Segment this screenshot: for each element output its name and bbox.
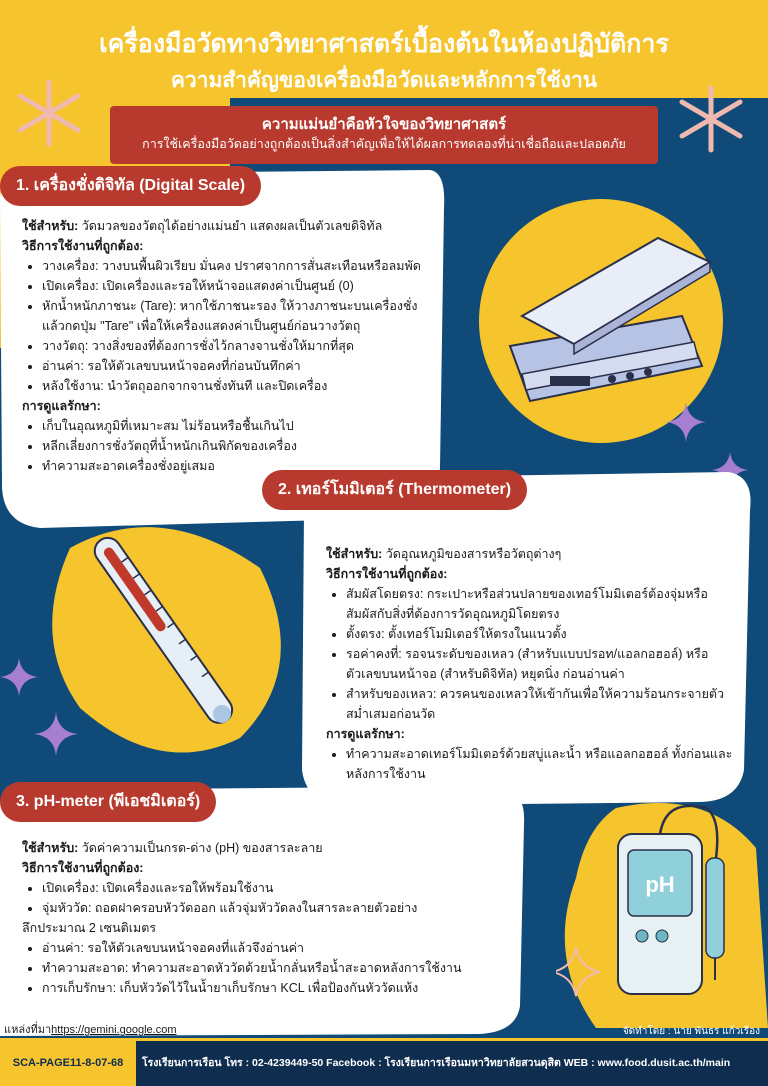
list-item: • เปิดเครื่อง: เปิดเครื่องและรอให้หน้าจอแสดงค่าเป็นศูนย์ (0) [42,276,442,296]
source-line: แหล่งที่มาhttps://gemini.google.com [4,1024,177,1036]
section2-title: 2. เทอร์โมมิเตอร์ (Thermometer) [262,470,527,510]
list-item: • สำหรับของเหลว: ควรคนของเหลวให้เข้ากันเพื่อให้ความร้อนกระจายตัวสม่ำเสมอก่อนวัด [346,684,736,724]
section3-steps-2 [22,938,522,998]
list-item: • หักน้ำหนักภาชนะ (Tare): หากใช้ภาชนะรอง ให้วางภาชนะบนเครื่องชั่ง แล้วกดปุ่ม "Tare" เพื่อให้เครื่องแสดงค่าเป็นศูนย์ก่อนวางวัตถุ [42,296,442,336]
list-item: • รอค่าคงที่: รอจนระดับของเหลว (สำหรับแบบปรอท/แอลกอฮอล์) หรือตัวเลขบนหน้าจอ (สำหรับดิจิทัล) หยุดนิ่ง ก่อนอ่านค่า [346,644,736,684]
section3-method-label: วิธีการใช้งานที่ถูกต้อง: [22,861,144,875]
ph-meter-illustration [556,798,768,1028]
section2-steps [326,584,736,724]
list-item: • อ่านค่า: รอให้ตัวเลขบนหน้าจอคงที่แล้วจึงอ่านค่า [42,938,522,958]
list-item: • ตั้งตรง: ตั้งเทอร์โมมิเตอร์ให้ตรงในแนวตั้ง [346,624,736,644]
list-item: • อ่านค่า: รอให้ตัวเลขบนหน้าจอคงที่ก่อนบันทึกค่า [42,356,442,376]
source-link[interactable]: https://gemini.google.com [51,1024,177,1036]
intro-heading: ความแม่นยำคือหัวใจของวิทยาศาสตร์ [261,116,507,133]
sparkle-icon [666,402,706,442]
list-item: • วางวัตถุ: วางสิ่งของที่ต้องการชั่งไว้กลางจานชั่งให้มากที่สุด [42,336,442,356]
section1-use: ใช้สำหรับ: วัดมวลของวัตถุได้อย่างแม่นยำ แสดงผลเป็นตัวเลขดิจิทัล [22,219,383,233]
list-item: • ทำความสะอาดเทอร์โมมิเตอร์ด้วยสบู่และน้ำ หรือแอลกอฮอล์ ทั้งก่อนและหลังการใช้งาน [346,744,736,784]
sparkle-icon [0,658,38,696]
list-item: • เปิดเครื่อง: เปิดเครื่องและรอให้พร้อมใช้งาน [42,878,522,898]
section2-use: ใช้สำหรับ: วัดอุณหภูมิของสารหรือวัตถุต่างๆ [326,547,562,561]
footer-code: SCA-PAGE11-8-07-68 [0,1041,136,1086]
section3-steps [22,878,522,918]
section1-care-label: การดูแลรักษา: [22,399,101,413]
section1-steps [22,256,442,396]
section1-body [22,216,442,476]
ph-display-label: pH [645,872,675,897]
list-item: • หลีกเลี่ยงการชั่งวัตถุที่น้ำหนักเกินพิกัดของเครื่อง [42,436,442,456]
section3-title: 3. pH-meter (พีเอชมิเตอร์) [0,782,216,822]
footer-info: โรงเรียนการเรือน โทร : 02-4239449-50 Facebook : โรงเรียนการเรือนมหาวิทยาลัยสวนดุสิต WEB : www.food.dusit.ac.th/main [142,1057,731,1069]
section2-care [326,744,736,784]
section2-care-label: การดูแลรักษา: [326,727,405,741]
sparkle-icon [34,712,78,756]
list-item: • วางเครื่อง: วางบนพื้นผิวเรียบ มั่นคง ปราศจากการสั่นสะเทือนหรือลมพัด [42,256,442,276]
section2-method-label: วิธีการใช้งานที่ถูกต้อง: [326,567,448,581]
list-item: • การเก็บรักษา: เก็บหัววัดไว้ในน้ำยาเก็บรักษา KCL เพื่อป้องกันหัววัดแห้ง [42,978,522,998]
section1-title: 1. เครื่องชั่งดิจิทัล (Digital Scale) [0,166,261,206]
section1-care [22,416,442,476]
list-item: • ทำความสะอาดเครื่องชั่งอยู่เสมอ [42,456,442,476]
thermometer-illustration [40,508,300,768]
section3-step-continue: ลึกประมาณ 2 เซนติเมตร [22,921,157,935]
intro-text: การใช้เครื่องมือวัดอย่างถูกต้องเป็นสิ่งสำคัญเพื่อให้ได้ผลการทดลองที่น่าเชื่อถือและปลอดภัย [142,137,626,151]
section3-use: ใช้สำหรับ: วัดค่าความเป็นกรด-ด่าง (pH) ของสารละลาย [22,841,323,855]
list-item: • สัมผัสโดยตรง: กระเปาะหรือส่วนปลายของเทอร์โมมิเตอร์ต้องจุ่มหรือสัมผัสกับสิ่งที่ต้องการวัดอุณหภูมิโดยตรง [346,584,736,624]
section3-body [22,838,522,998]
list-item: • จุ่มหัววัด: ถอดฝาครอบหัววัดออก แล้วจุ่มหัววัดลงในสารละลายตัวอย่าง [42,898,522,918]
list-item: • หลังใช้งาน: นำวัตถุออกจากจานชั่งทันที และปิดเครื่อง [42,376,442,396]
page-title: เครื่องมือวัดทางวิทยาศาสตร์เบื้องต้นในห้องปฏิบัติการ [99,30,669,58]
section1-method-label: วิธีการใช้งานที่ถูกต้อง: [22,239,144,253]
page-subtitle: ความสำคัญของเครื่องมือวัดและหลักการใช้งาน [170,69,598,92]
section2-body [326,544,736,784]
list-item: • ทำความสะอาด: ทำความสะอาดหัววัดด้วยน้ำกลั่นหรือน้ำสะอาดหลังการใช้งาน [42,958,522,978]
list-item: • เก็บในอุณหภูมิที่เหมาะสม ไม่ร้อนหรือชื้นเกินไป [42,416,442,436]
credit-text: จัดทำโดย : นาย พันธร แก้วเรือง [622,1026,760,1037]
